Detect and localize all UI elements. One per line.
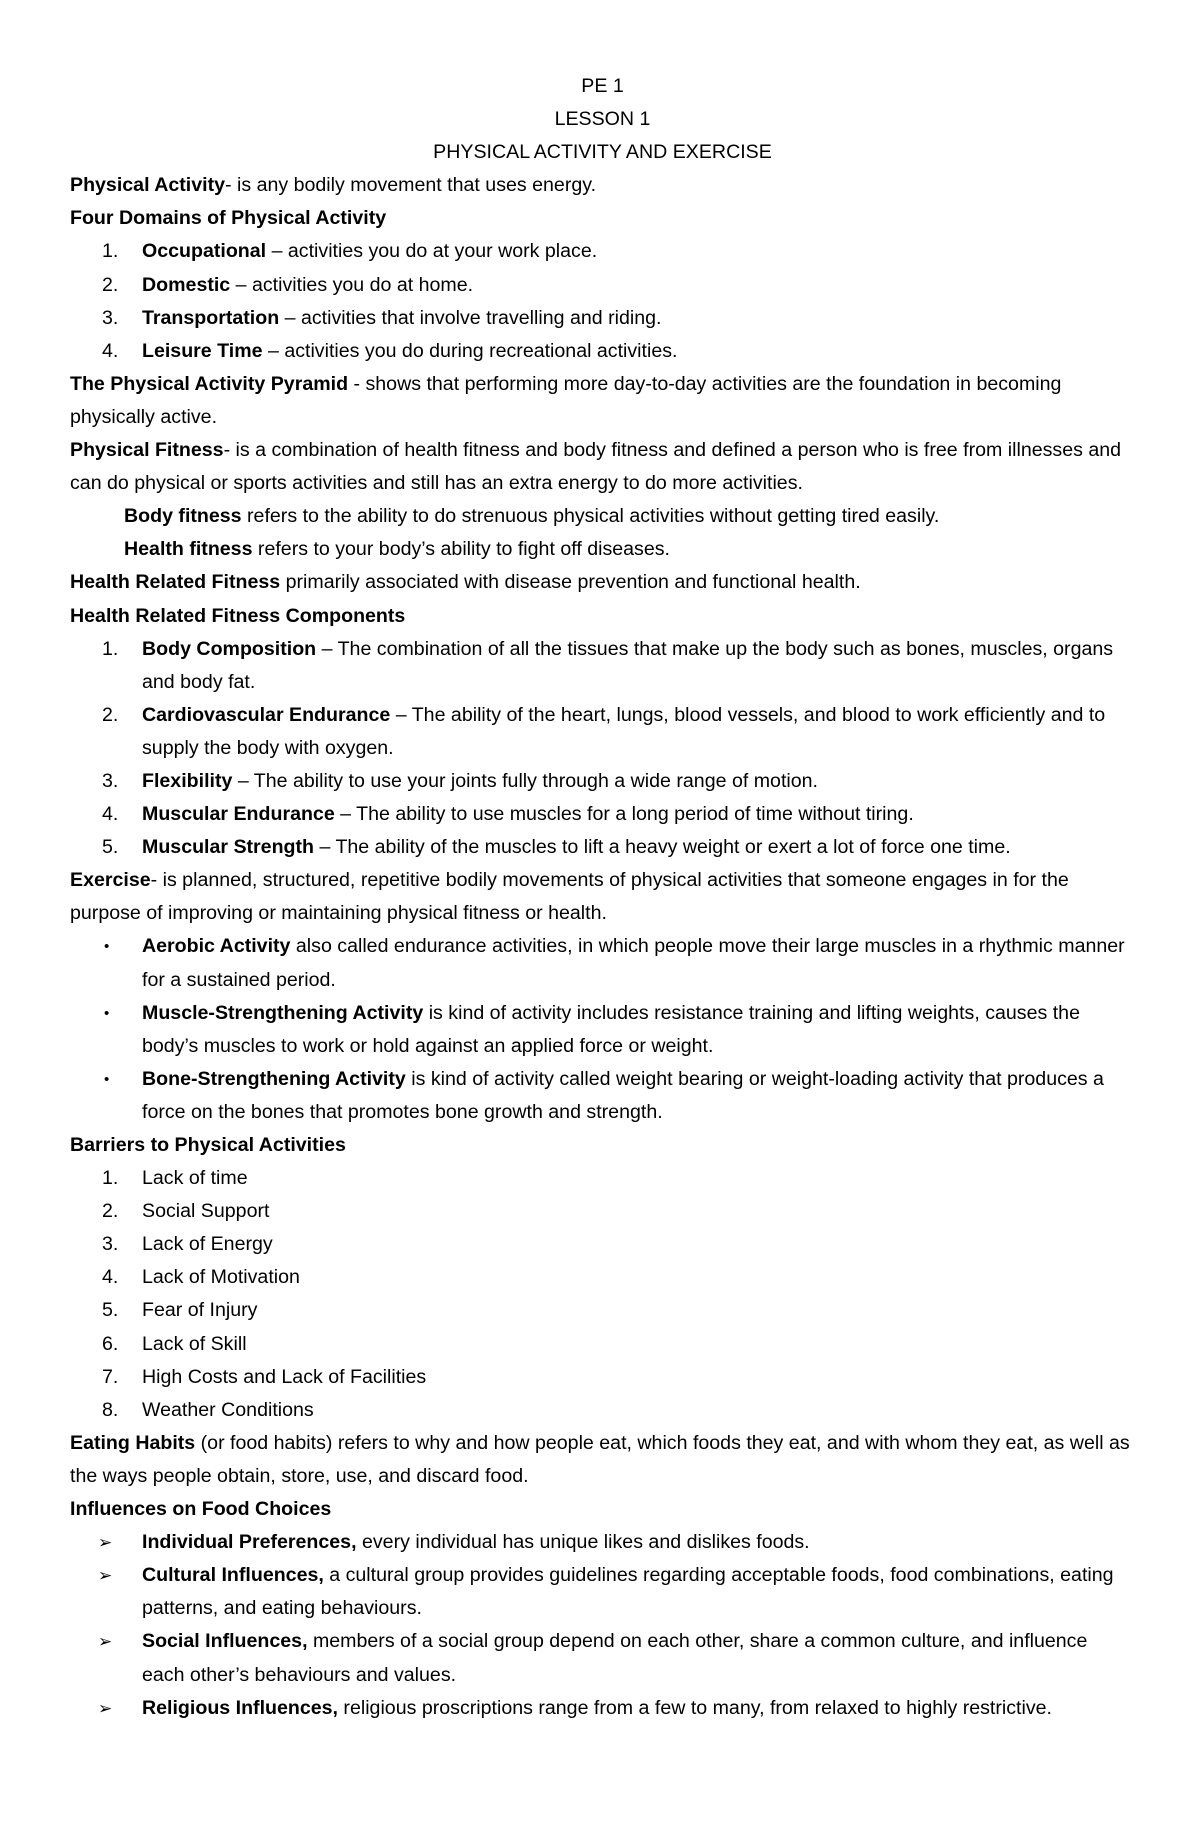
physical-fitness-paragraph: Physical Fitness- is a combination of health fitness and body fitness and defined a person who is free from illnesses and can do physical or sports activities and still has an extra energy to do more activities. (70, 439, 1122, 495)
list-item: • Aerobic Activity also called endurance activities, in which people move their large muscles in a rhythmic manner for a sustained period. (70, 930, 1135, 996)
course-code: PE 1 (581, 75, 624, 97)
arrow-bullet-icon: ➢ (98, 1566, 113, 1586)
list-item: 6. Lack of Skill (102, 1332, 247, 1355)
list-item: ➢ Social Influences, members of a social group depend on each other, share a common culture, and influence each other’s behaviours and values. (70, 1625, 1135, 1691)
list-item: 2. Social Support (102, 1200, 270, 1223)
physical-activity-paragraph (70, 169, 1135, 202)
lesson-number: LESSON 1 (554, 108, 651, 131)
arrow-bullet-icon: ➢ (98, 1632, 113, 1652)
domains-list (70, 235, 1135, 367)
list-item: 8. Weather Conditions (102, 1398, 314, 1421)
components-heading: Health Related Fitness Components (70, 604, 406, 627)
term: Physical Activity (70, 174, 226, 197)
eating-habits-paragraph: Eating Habits (or food habits) refers to why and how people eat, which foods they eat, and with whom they eat, as well as the ways people obtain, store, use, and discard food. (70, 1431, 1130, 1487)
health-related-fitness-paragraph: Health Related Fitness primarily associated with disease prevention and functional health. (70, 571, 861, 594)
influences-heading: Influences on Food Choices (70, 1498, 332, 1521)
pyramid-paragraph: The Physical Activity Pyramid - shows that performing more day-to-day activities are the foundation in becoming physically active. (70, 372, 1062, 428)
list-item: 1. Body Composition – The combination of all the tissues that make up the body such as bones, muscles, organs and body fat. (102, 637, 1114, 693)
lesson-title: PHYSICAL ACTIVITY AND EXERCISE (433, 141, 772, 164)
list-item: ➢ Religious Influences, religious proscriptions range from a few to many, from relaxed to highly restrictive. (70, 1692, 1135, 1725)
domains-heading: Four Domains of Physical Activity (70, 207, 387, 230)
components-list (70, 633, 1135, 865)
exercise-types-list (70, 930, 1135, 1129)
bullet-icon: • (104, 1004, 110, 1022)
document-page (70, 70, 1135, 1725)
bullet-icon: • (104, 938, 110, 956)
arrow-bullet-icon: ➢ (98, 1698, 113, 1718)
list-item: 7. High Costs and Lack of Facilities (102, 1365, 427, 1388)
list-item: ➢ Cultural Influences, a cultural group provides guidelines regarding acceptable foods, food combinations, eating patterns, and eating behaviours. (70, 1559, 1135, 1625)
list-item: 2. Domestic – activities you do at home. (102, 273, 474, 296)
list-item: 4. Lack of Motivation (102, 1266, 300, 1289)
list-item: 5. Fear of Injury (102, 1299, 258, 1322)
list-item: 5. Muscular Strength – The ability of the muscles to lift a heavy weight or exert a lot of force one time. (102, 836, 1011, 859)
list-item: 1. Lack of time (102, 1167, 248, 1190)
list-item: 2. Cardiovascular Endurance – The ability of the heart, lungs, blood vessels, and blood to work efficiently and to supply the body with oxygen. (102, 703, 1106, 759)
list-item: 3. Flexibility – The ability to use your joints fully through a wide range of motion. (102, 769, 818, 792)
list-item: 4. Leisure Time – activities you do during recreational activities. (102, 339, 678, 362)
definition: - is any bodily movement that uses energy. (225, 174, 597, 197)
body-fitness-line: Body fitness refers to the ability to do strenuous physical activities without getting tired easily. (124, 505, 940, 528)
arrow-bullet-icon: ➢ (98, 1533, 113, 1553)
list-item: 3. Transportation – activities that involve travelling and riding. (102, 306, 662, 329)
influences-list (70, 1526, 1135, 1725)
barriers-list (70, 1162, 1135, 1427)
list-item: • Muscle-Strengthening Activity is kind of activity includes resistance training and lifting weights, causes the body’s muscles to work or hold against an applied force or weight. (70, 997, 1135, 1063)
exercise-paragraph: Exercise- is planned, structured, repetitive bodily movements of physical activities that someone engages in for the purpose of improving or maintaining physical fitness or health. (70, 869, 1069, 925)
barriers-heading: Barriers to Physical Activities (70, 1134, 346, 1156)
list-item: • Bone-Strengthening Activity is kind of activity called weight bearing or weight-loading activity that produces a force on the bones that promotes bone growth and strength. (70, 1063, 1135, 1129)
health-fitness-line: Health fitness refers to your body’s ability to fight off diseases. (124, 538, 670, 561)
list-item: 1. Occupational – activities you do at your work place. (102, 240, 598, 263)
list-item: ➢ Individual Preferences, every individual has unique likes and dislikes foods. (70, 1526, 1135, 1559)
list-item: 4. Muscular Endurance – The ability to use muscles for a long period of time without tiring. (102, 803, 914, 826)
list-item: 3. Lack of Energy (102, 1233, 273, 1256)
bullet-icon: • (104, 1070, 110, 1088)
